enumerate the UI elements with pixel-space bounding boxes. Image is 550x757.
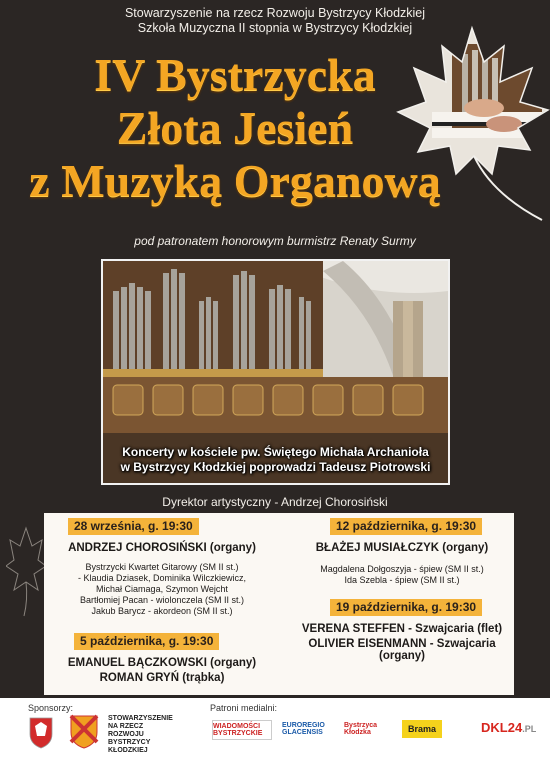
concert-2-line-1: EMANUEL BĄCZKOWSKI (organy) <box>67 657 257 669</box>
photo-caption <box>103 445 448 475</box>
media-logo-euroregio: EUROREGIO GLACENSIS <box>282 722 325 736</box>
media-patrons-label: Patroni medialni: <box>210 703 278 713</box>
sponsors-label: Sponsorzy: <box>28 703 74 713</box>
festival-title <box>0 48 470 207</box>
concert-1-detail: Jakub Barycz - akordeon (SM II st.) <box>91 606 233 616</box>
footer <box>0 698 550 757</box>
concert-4-line-1: VERENA STEFFEN - Szwajcaria (flet) <box>301 623 503 635</box>
association-line: ROZWOJU <box>108 731 144 738</box>
artistic-director: Dyrektor artystyczny - Andrzej Chorosiński <box>162 495 388 509</box>
media-logo-bystrzyca: Bystrzyca Kłodzka <box>344 722 378 736</box>
media-logo-dkl24 <box>481 720 536 735</box>
organizer-line-2: Szkoła Muzyczna II stopnia w Bystrzycy Kłodzkiej <box>137 21 413 35</box>
association-line: BYSTRZYCY <box>108 739 151 746</box>
decorative-leaf-icon <box>6 520 46 620</box>
concert-1-detail: Bystrzycki Kwartet Gitarowy (SM II st.) <box>85 562 239 572</box>
concert-3-detail: Ida Szebla - śpiew (SM II st.) <box>344 575 460 585</box>
organizer-line-1: Stowarzyszenie na rzecz Rozwoju Bystrzycy Kłodzkiej <box>124 6 426 20</box>
title-line-2: Złota Jesień <box>116 102 354 153</box>
concert-1-date: 28 września, g. 19:30 <box>68 518 199 535</box>
association-name <box>108 715 173 755</box>
dkl24-suffix: .PL <box>522 724 537 734</box>
concert-4-date: 19 października, g. 19:30 <box>330 599 482 616</box>
concert-schedule <box>44 513 514 695</box>
honorary-patronage: pod patronatem honorowym burmistrz Renaty Surmy <box>134 234 416 248</box>
media-logo-wiadomosci: WIADOMOŚCI BYSTRZYCKIE <box>212 720 272 740</box>
title-line-3: z Muzyką Organową <box>29 155 441 206</box>
concert-1-detail: Michał Ciamaga, Szymon Wejcht <box>96 584 228 594</box>
concert-2-line-2: ROMAN GRYŃ (trąbka) <box>99 672 225 684</box>
concert-1-detail: - Klaudia Dziasek, Dominika Wilczkiewicz, <box>77 573 247 583</box>
school-logo-icon <box>68 712 100 750</box>
concert-2-date: 5 października, g. 19:30 <box>74 633 219 650</box>
church-organ-photo <box>101 259 450 485</box>
association-line: NA RZECZ <box>108 723 144 730</box>
town-coat-of-arms-icon <box>28 716 54 750</box>
association-line: KŁODZKIEJ <box>108 747 148 754</box>
concert-1-headline: ANDRZEJ CHOROSIŃSKI (organy) <box>68 542 256 554</box>
association-line: STOWARZYSZENIE <box>108 715 173 722</box>
concert-3-headline: BŁAŻEJ MUSIAŁCZYK (organy) <box>315 542 489 554</box>
media-logo-brama: Brama <box>402 720 442 738</box>
concert-3-details <box>290 564 514 586</box>
concert-4-line-2: OLIVIER EISENMANN - Szwajcaria (organy) <box>308 638 496 662</box>
concert-1-details <box>44 562 280 617</box>
concert-3-detail: Magdalena Dołgoszyja - śpiew (SM II st.) <box>320 564 484 574</box>
caption-line-1: Koncerty w kościele pw. Świętego Michała Archanioła <box>122 445 429 459</box>
title-line-1: IV Bystrzycka <box>94 49 376 100</box>
dkl24-main: DKL24 <box>481 720 523 735</box>
caption-line-2: w Bystrzycy Kłodzkiej poprowadzi Tadeusz Piotrowski <box>120 460 431 474</box>
concert-3-date: 12 października, g. 19:30 <box>330 518 482 535</box>
concert-1-detail: Bartłomiej Pacan - wiolonczela (SM II st.) <box>79 595 245 605</box>
